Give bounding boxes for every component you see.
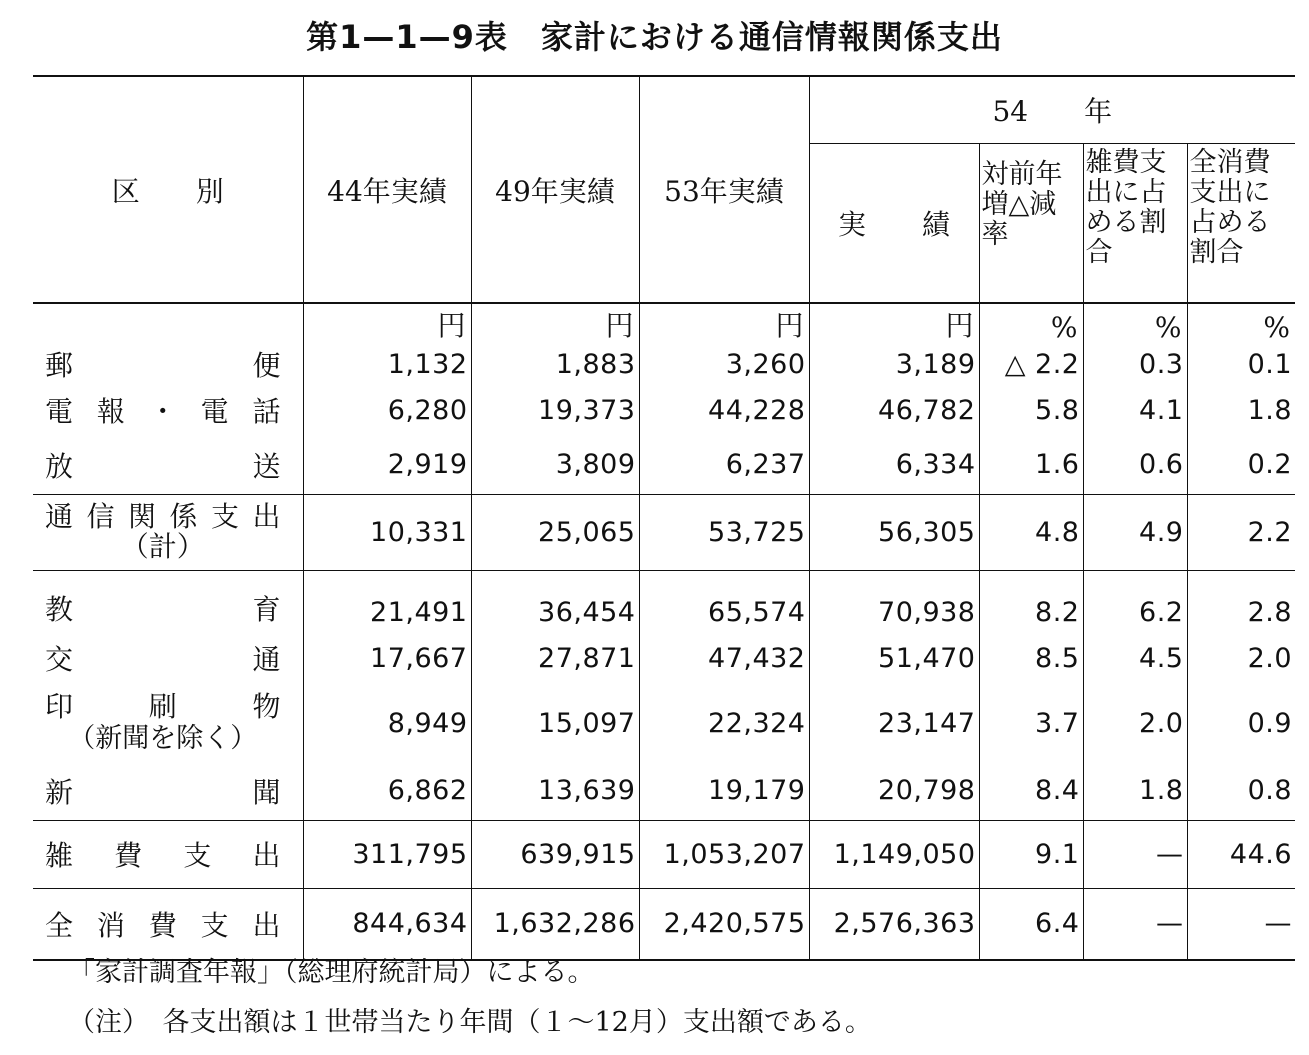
header-misc-line3: める割 [1085, 207, 1167, 238]
cell-v44: 6,862 [303, 762, 471, 820]
cell-growth: 8.4 [979, 762, 1083, 820]
cell-v49: 1,632,286 [471, 888, 639, 960]
cell-v44: 21,491 [303, 570, 471, 632]
unit-pct: % [1083, 303, 1187, 344]
cell-v53: 47,432 [639, 632, 809, 684]
cell-growth: 9.1 [979, 820, 1083, 888]
cell-v49: 13,639 [471, 762, 639, 820]
cell-misc: 4.9 [1083, 494, 1187, 570]
unit-yen: 円 [809, 303, 979, 344]
row-label: 交 通 [33, 632, 303, 684]
cell-misc: 6.2 [1083, 570, 1187, 632]
cell-growth: 4.8 [979, 494, 1083, 570]
cell-v54: 2,576,363 [809, 888, 979, 960]
header-54-total [1187, 144, 1295, 304]
cell-growth: 8.2 [979, 570, 1083, 632]
header-54-growth [979, 144, 1083, 304]
cell-v53: 2,420,575 [639, 888, 809, 960]
table-title: 第1—1—9表 家計における通信情報関係支出 [306, 18, 1003, 56]
cell-misc: 0.3 [1083, 344, 1187, 384]
cell-v54: 46,782 [809, 384, 979, 436]
header-misc-line2: 出に占 [1085, 177, 1167, 208]
header-category [33, 76, 303, 303]
cell-growth: 3.7 [979, 684, 1083, 762]
cell-v54: 56,305 [809, 494, 979, 570]
cell-total: 44.6 [1187, 820, 1295, 888]
cell-misc: 2.0 [1083, 684, 1187, 762]
cell-v49: 25,065 [471, 494, 639, 570]
table-row [33, 762, 1295, 820]
cell-v54: 70,938 [809, 570, 979, 632]
cell-v53: 6,237 [639, 436, 809, 494]
cell-v53: 22,324 [639, 684, 809, 762]
footnote: （注） 各支出額は１世帯当たり年間（１～12月）支出額である。 [68, 1007, 872, 1038]
unit-blank [33, 303, 303, 344]
cell-v44: 844,634 [303, 888, 471, 960]
row-label: 教 育 [33, 570, 303, 632]
table-row [33, 820, 1295, 888]
cell-total: 2.8 [1247, 597, 1293, 628]
unit-pct: % [1263, 311, 1291, 344]
row-label: 新 聞 [33, 762, 303, 820]
header-misc-line4: 合 [1085, 237, 1113, 268]
unit-yen: 円 [471, 303, 639, 344]
cell-v49: 27,871 [471, 632, 639, 684]
table-row [33, 344, 1295, 384]
row-label [33, 494, 303, 570]
cell-misc: — [1083, 888, 1187, 960]
header-misc-line1: 雑費支 [1085, 147, 1167, 178]
source-note: 「家計調査年報」（総理府統計局）による。 [68, 957, 595, 988]
cell-v49: 3,809 [471, 436, 639, 494]
cell-v53: 1,053,207 [639, 820, 809, 888]
unit-pct: % [979, 303, 1083, 344]
table-row [33, 436, 1295, 494]
cell-growth: 8.5 [979, 632, 1083, 684]
row-label-main: 通信関係支出 [45, 500, 281, 533]
header-row-1 [33, 76, 1295, 144]
header-growth-line3: 率 [981, 219, 1009, 250]
cell-misc: — [1083, 820, 1187, 888]
cell-v49: 36,454 [471, 570, 639, 632]
header-growth-line2: 増△減 [981, 189, 1057, 220]
header-total-line1: 全消費 [1189, 147, 1271, 178]
header-54-actual: 実 績 [809, 144, 979, 304]
table-row [33, 684, 1295, 762]
cell-v54: 3,189 [809, 344, 979, 384]
cell-v44: 311,795 [303, 820, 471, 888]
header-total-line2: 支出に [1189, 177, 1271, 208]
cell-v44: 1,132 [303, 344, 471, 384]
cell-total: 2.2 [1187, 494, 1295, 570]
unit-yen: 円 [303, 303, 471, 344]
header-44: 44年実績 [303, 76, 471, 303]
cell-growth: △ 2.2 [979, 344, 1083, 384]
cell-v53: 65,574 [639, 570, 809, 632]
cell-v49: 639,915 [471, 820, 639, 888]
cell-misc: 1.8 [1083, 762, 1187, 820]
cell-growth: 1.6 [979, 436, 1083, 494]
row-label [33, 684, 303, 762]
cell-total: 0.1 [1247, 348, 1293, 380]
row-label: 全消費支出 [33, 888, 303, 960]
row-label: 郵 便 [33, 344, 303, 384]
header-54: 54 年 [809, 76, 1295, 144]
row-label: 雑費支出 [33, 820, 303, 888]
unit-yen: 円 [639, 303, 809, 344]
cell-v49: 1,883 [471, 344, 639, 384]
cell-total: 0.8 [1187, 762, 1295, 820]
cell-total: — [1187, 888, 1295, 960]
expenditure-table [33, 75, 1295, 961]
header-total-line3: 占める [1189, 207, 1271, 238]
header-53: 53年実績 [639, 76, 809, 303]
table-row [33, 494, 1295, 570]
cell-v44: 2,919 [303, 436, 471, 494]
cell-v54: 51,470 [809, 632, 979, 684]
cell-v53: 53,725 [639, 494, 809, 570]
cell-growth: 6.4 [979, 888, 1083, 960]
row-label-main: 印刷物 [45, 690, 281, 723]
row-label: 放 送 [33, 436, 303, 494]
cell-v44: 17,667 [303, 632, 471, 684]
cell-v54: 6,334 [809, 436, 979, 494]
table-row [33, 384, 1295, 436]
cell-v54: 20,798 [809, 762, 979, 820]
cell-v54: 1,149,050 [809, 820, 979, 888]
cell-total: 0.2 [1187, 436, 1295, 494]
cell-misc: 4.1 [1083, 384, 1187, 436]
cell-v44: 8,949 [303, 684, 471, 762]
table-row [33, 632, 1295, 684]
cell-total: 1.8 [1247, 394, 1293, 426]
cell-total: 2.0 [1247, 642, 1293, 674]
cell-v53: 19,179 [639, 762, 809, 820]
row-label-sub: （新聞を除く） [68, 723, 258, 754]
cell-v44: 10,331 [303, 494, 471, 570]
row-label: 電報・電話 [33, 384, 303, 436]
row-label-sub: （計） [120, 530, 205, 563]
header-category-label: 区 別 [111, 174, 224, 208]
cell-misc: 4.5 [1083, 632, 1187, 684]
unit-row [33, 303, 1295, 344]
cell-v44: 6,280 [303, 384, 471, 436]
cell-v49: 19,373 [471, 384, 639, 436]
header-54-misc [1083, 144, 1187, 304]
cell-v54: 23,147 [809, 684, 979, 762]
cell-growth: 5.8 [979, 384, 1083, 436]
cell-misc: 0.6 [1083, 436, 1187, 494]
cell-v53: 3,260 [639, 344, 809, 384]
cell-v53: 44,228 [639, 384, 809, 436]
table-row [33, 570, 1295, 632]
cell-total: 0.9 [1247, 707, 1293, 739]
header-49: 49年実績 [471, 76, 639, 303]
header-total-line4: 割合 [1189, 237, 1244, 268]
cell-v49: 15,097 [471, 684, 639, 762]
header-growth-line1: 対前年 [981, 159, 1063, 190]
